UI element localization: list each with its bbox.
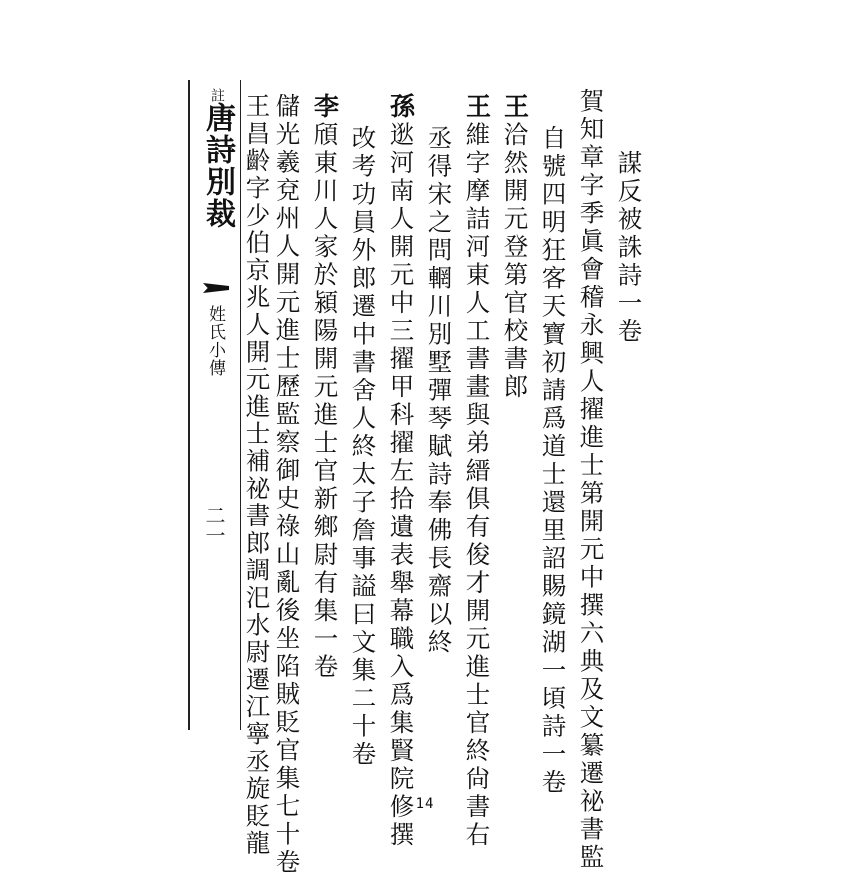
section-subtitle: 姓氏小傳: [205, 305, 225, 377]
text-column-2: [576, 88, 606, 872]
text-column-11: [242, 93, 272, 858]
text-column-3: [538, 125, 568, 797]
column-text: 賀知章字季眞會稽永興人擢進士第開元中撰六典及文纂遷祕書監: [576, 88, 606, 872]
poet-name: 王: [500, 93, 530, 122]
poet-name: 王: [462, 93, 492, 122]
text-column-9: [312, 93, 338, 682]
text-column-1: [614, 150, 644, 346]
column-text: 謀反被誅詩一卷: [614, 150, 644, 346]
text-column-5: [464, 93, 490, 850]
column-text: 改考功員外郎遷中書舍人終太子詹事謚曰文集二十卷: [348, 125, 378, 769]
sidebar-page-number: 二一: [202, 505, 226, 545]
page-number: 14: [415, 796, 435, 812]
poet-name: 李: [310, 93, 340, 122]
book-title: [195, 88, 239, 230]
column-text: 頎東川人家於潁陽開元進士官新鄉尉有集一卷: [310, 121, 340, 682]
column-text: 自號四明狂客天寶初請爲道士還里詔賜鏡湖一頃詩一卷: [538, 125, 568, 797]
sidebar-rule-right: [240, 80, 241, 730]
column-text: 王昌齡字少伯京兆人開元進士補祕書郎調汜水尉遷江寧丞旋貶龍: [242, 93, 272, 858]
column-text: 儲光羲兗州人開元進士歷監察御史祿山亂後坐陷賊貶官集七十卷: [272, 93, 302, 877]
sidebar-rule-left: [188, 80, 190, 730]
text-column-7: [388, 93, 414, 850]
book-title-text: 唐詩別裁: [200, 102, 235, 230]
book-title-prefix: 註: [209, 88, 225, 102]
poet-name: 孫: [386, 93, 416, 122]
text-column-4: [502, 93, 528, 402]
text-column-8: [348, 125, 378, 769]
column-text: 洽然開元登第官校書郎: [500, 121, 530, 402]
column-text: 逖河南人開元中三擢甲科擢左拾遺表舉幕職入爲集賢院修撰: [386, 121, 416, 850]
column-text: 丞得宋之問輞川別墅彈琴賦詩奉佛長齋以終: [424, 125, 454, 657]
text-column-6: [424, 125, 454, 657]
text-column-10: [272, 93, 302, 877]
fish-tail-mark-icon: [203, 283, 229, 293]
column-text: 維字摩詰河東人工書畫與弟縉俱有俊才開元進士官終尙書右: [462, 121, 492, 850]
